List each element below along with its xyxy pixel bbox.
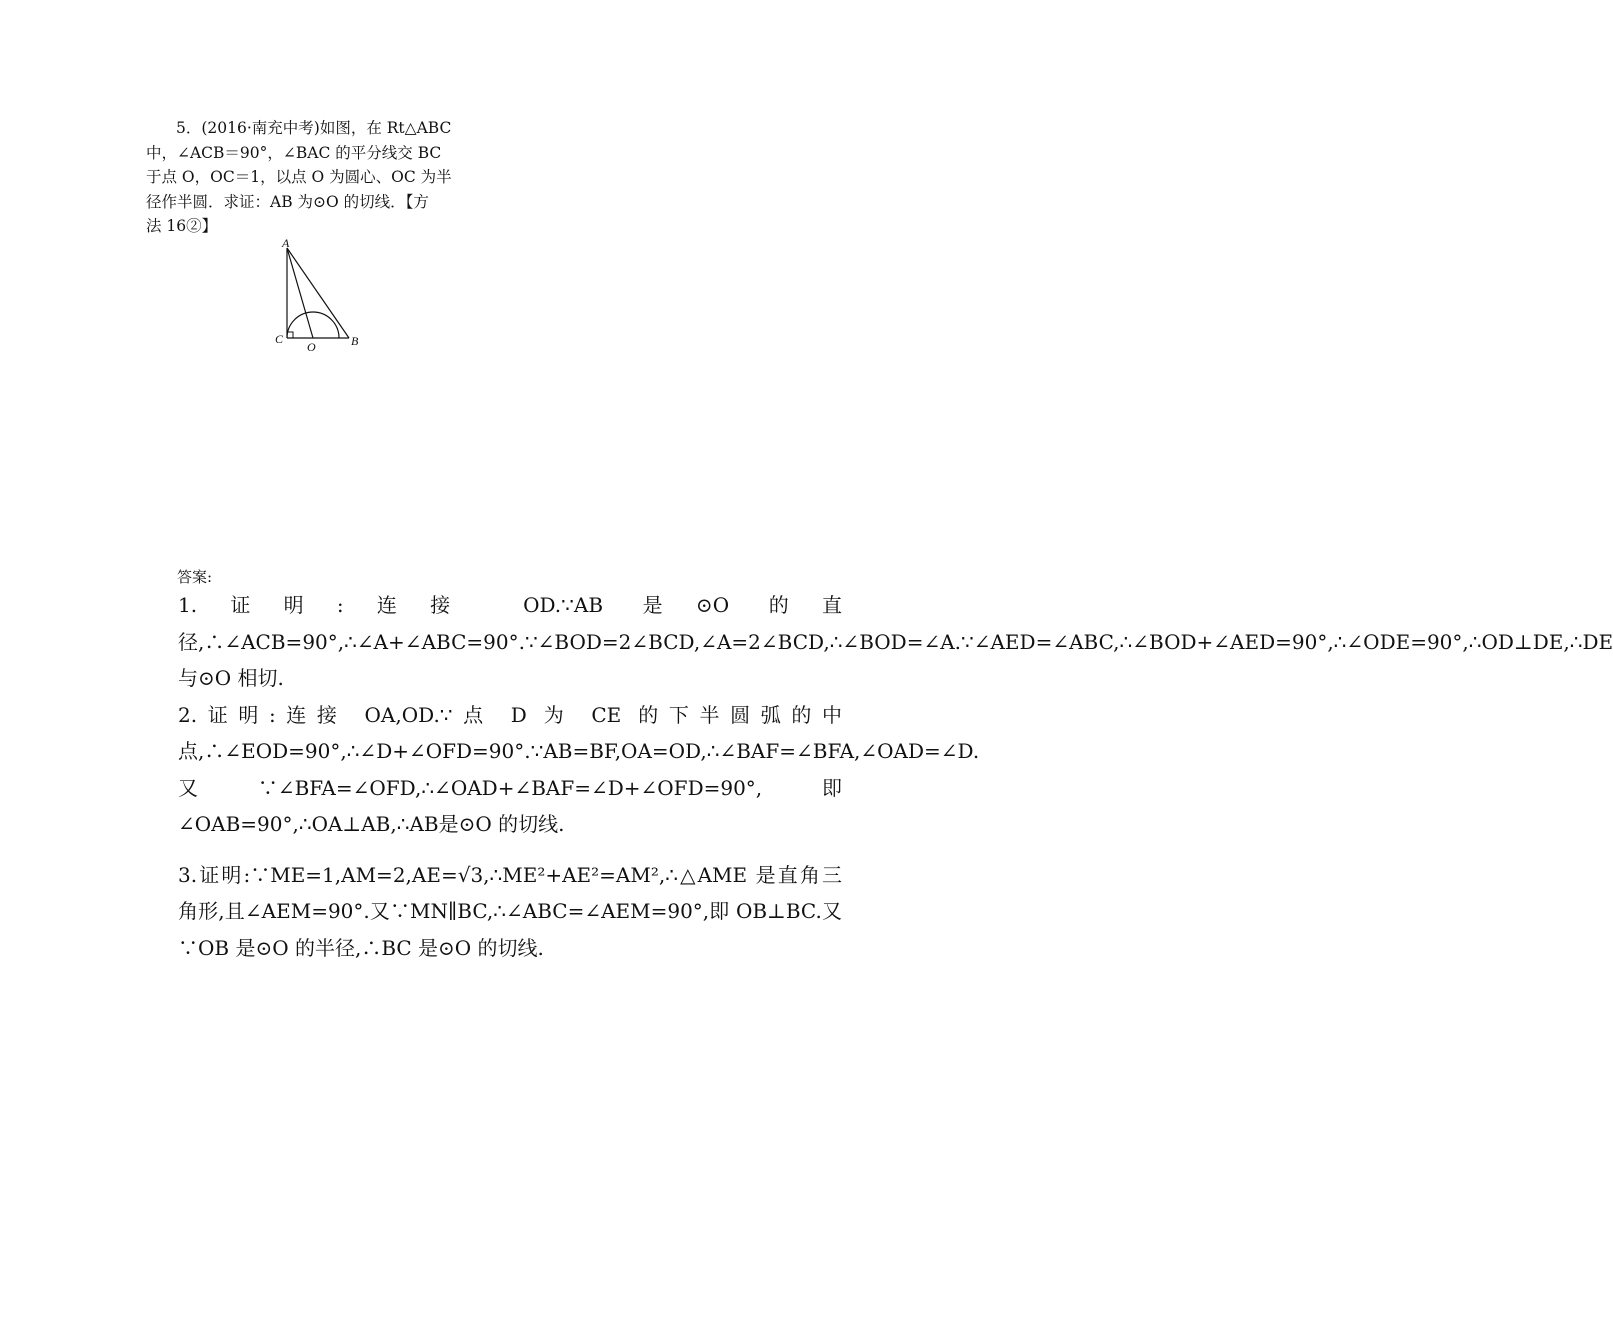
problem-line: 5．(2016·南充中考)如图，在 Rt△ABC: [176, 119, 452, 137]
geometry-figure: [270, 232, 370, 354]
problem-statement: [146, 116, 464, 239]
answer-item-3: 3.证明:∵ME=1,AM=2,AE=√3,∴ME²+AE²=AM²,∴△AME 是直角三角形,且∠AEM=90°.又∵MN∥BC,∴∠ABC=∠AEM=90°,即 OB⊥BC.又∵OB 是⊙O 的半径,∴BC 是⊙O 的切线.: [178, 862, 842, 960]
problem-line: 中，∠ACB＝90°，∠BAC 的平分线交 BC: [146, 143, 442, 162]
label-o: O: [307, 340, 316, 354]
answer-list: [178, 587, 1613, 966]
answer-item-1: 1.证明:连接 OD.∵AB 是⊙O 的直径,∴∠ACB=90°,∴∠A+∠ABC=90°.∵∠BOD=2∠BCD,∠A=2∠BCD,∴∠BOD=∠A.∵∠AED=∠ABC,∴∠BOD+∠AED=90°,∴∠ODE=90°,∴OD⊥DE,∴DE 与⊙O 相切.: [178, 593, 1613, 690]
semicircle: [287, 312, 339, 338]
side-ab: [287, 248, 349, 338]
problem-line: 径作半圆．求证：AB 为⊙O 的切线．【方: [146, 192, 429, 211]
label-b: B: [351, 334, 359, 348]
answer-heading: 答案:: [177, 568, 213, 586]
label-c: C: [275, 332, 284, 346]
triangle-diagram: [270, 232, 370, 354]
problem-line: 法 16②】: [146, 217, 218, 235]
problem-line: 于点 O，OC＝1，以点 O 为圆心、OC 为半: [146, 168, 452, 186]
answer-item-2: 2.证明:连接 OA,OD.∵点 D 为 CE 的下半圆弧的中点,∴∠EOD=90°,∴∠D+∠OFD=90°.∵AB=BF,OA=OD,∴∠BAF=∠BFA,∠OAD=∠D.又∵∠BFA=∠OFD,∴∠OAD+∠BAF=∠D+∠OFD=90°,即∠OAB=90°,∴OA⊥AB,∴AB是⊙O 的切线.: [178, 702, 980, 836]
label-a: A: [282, 236, 290, 250]
